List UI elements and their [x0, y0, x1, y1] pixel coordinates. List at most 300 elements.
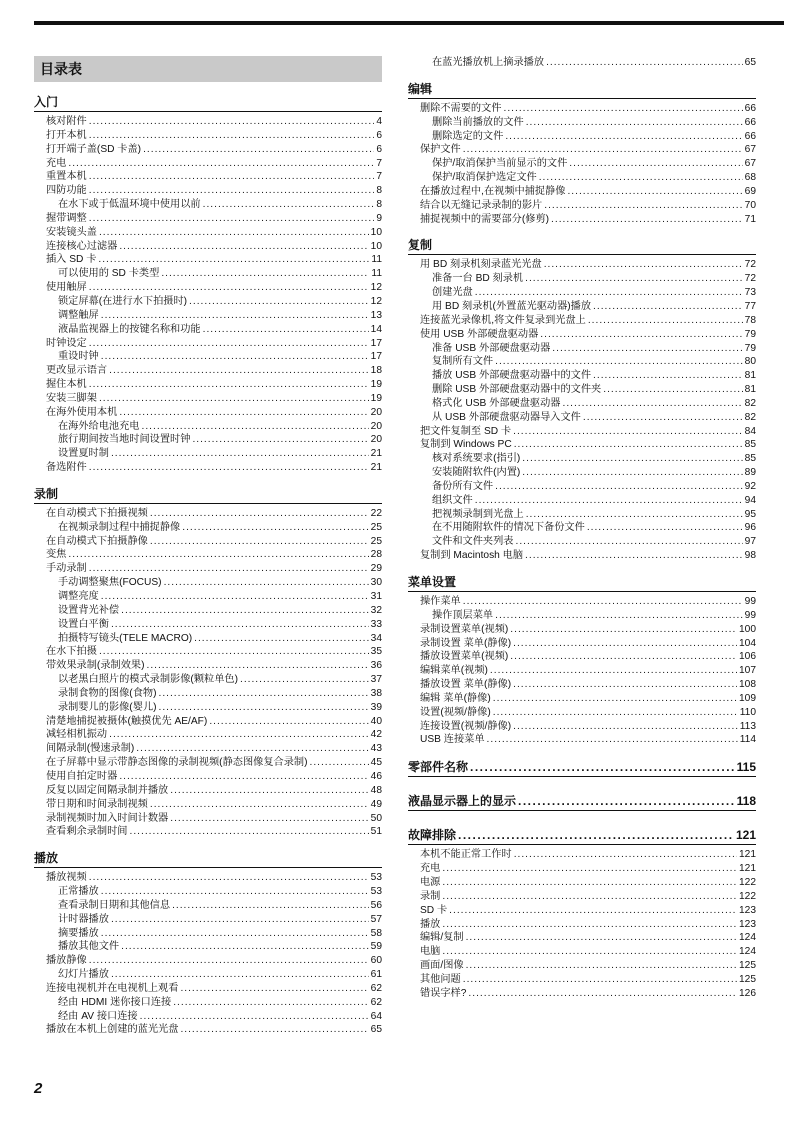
entry-page: 32	[370, 604, 382, 616]
entry-page: 18	[370, 365, 382, 377]
entry-label: 调整亮度	[58, 591, 99, 602]
leader-dots	[150, 798, 369, 812]
entry-page: 31	[370, 591, 382, 602]
toc-entry[interactable]	[408, 890, 756, 904]
entry-page: 33	[370, 618, 382, 630]
toc-entry[interactable]	[34, 618, 382, 632]
entry-page: 125	[739, 960, 756, 972]
entry-page: 39	[370, 701, 382, 713]
leader-dots	[546, 56, 743, 70]
toc-entry[interactable]	[34, 770, 382, 784]
toc-entry[interactable]	[408, 185, 756, 199]
toc-entry[interactable]	[408, 945, 756, 959]
entry-label: 插入 SD 卡	[46, 254, 97, 266]
toc-entry[interactable]	[408, 438, 756, 452]
right-sections	[408, 82, 756, 747]
leader-dots	[150, 507, 369, 521]
leader-dots	[111, 447, 369, 461]
entry-page: 45	[370, 757, 382, 769]
toc-entry[interactable]	[408, 706, 756, 720]
entry-page: 12	[370, 295, 382, 307]
leader-dots	[463, 595, 743, 609]
entry-label: 删除选定的文件	[432, 130, 504, 142]
toc-entry[interactable]	[408, 595, 756, 609]
leader-dots	[540, 328, 742, 342]
entry-label: 液晶显示器上的显示	[408, 794, 517, 809]
toc-entry[interactable]	[408, 102, 756, 116]
leader-dots	[68, 157, 374, 171]
leader-dots	[475, 494, 743, 508]
entry-label: 安装三脚架	[46, 392, 97, 404]
toc-entry[interactable]	[408, 411, 756, 425]
leader-dots	[587, 521, 743, 535]
toc-entry[interactable]	[408, 494, 756, 508]
toc-entry[interactable]	[34, 742, 382, 756]
toc-entry[interactable]	[408, 637, 756, 651]
leader-dots	[495, 609, 743, 623]
leader-dots	[513, 637, 737, 651]
leader-dots	[121, 604, 369, 618]
entry-label: 安装镜头盖	[46, 226, 97, 238]
entry-page: 67	[744, 158, 756, 170]
toc-entry[interactable]	[34, 812, 382, 826]
toc-entry[interactable]	[34, 825, 382, 839]
entry-label: 时钟设定	[46, 337, 87, 349]
toc-entry[interactable]	[408, 692, 756, 706]
section-troubleshooting	[408, 827, 756, 1000]
leader-dots	[510, 650, 737, 664]
entry-label: 变焦	[46, 549, 67, 561]
entry-label: 在水下拍摄	[46, 646, 97, 658]
entry-page: 25	[370, 535, 382, 547]
toc-entry[interactable]	[408, 300, 756, 314]
toc-entry[interactable]	[34, 129, 382, 143]
entry-page: 12	[370, 282, 382, 294]
toc-entry[interactable]	[408, 369, 756, 383]
entry-page: 62	[370, 982, 382, 994]
entry-page: 40	[370, 715, 382, 727]
toc-entry[interactable]	[408, 272, 756, 286]
toc-entry[interactable]	[34, 212, 382, 226]
entry-page: 22	[370, 507, 382, 519]
entry-page: 104	[739, 637, 756, 649]
toc-major-entry-lcd[interactable]	[408, 793, 756, 811]
entry-label: 播放静像	[46, 955, 87, 967]
toc-entry[interactable]	[34, 701, 382, 715]
leader-dots	[513, 425, 743, 439]
toc-entry[interactable]	[408, 973, 756, 987]
left-sections	[34, 95, 382, 1037]
leader-dots	[140, 1010, 369, 1024]
leader-dots	[603, 383, 742, 397]
toc-entry[interactable]	[408, 733, 756, 747]
leader-dots	[180, 1023, 368, 1037]
toc-major-entry-parts[interactable]	[408, 759, 756, 777]
toc-entry[interactable]	[408, 383, 756, 397]
entry-label: 手动调整聚焦(FOCUS)	[58, 577, 162, 589]
toc-entry[interactable]	[34, 406, 382, 420]
toc-entry[interactable]	[408, 56, 756, 70]
leader-dots	[567, 185, 742, 199]
toc-entry[interactable]	[408, 535, 756, 549]
entry-page: 8	[376, 185, 382, 197]
leader-dots	[495, 480, 743, 494]
entry-page: 20	[370, 434, 382, 446]
entry-page: 96	[744, 522, 756, 534]
toc-entry[interactable]	[408, 549, 756, 563]
leader-dots	[109, 728, 369, 742]
entry-label: 把视频录制到光盘上	[432, 508, 524, 520]
entry-page: 13	[370, 309, 382, 321]
toc-entry[interactable]	[408, 314, 756, 328]
entry-label: 在视频录制过程中捕捉静像	[58, 521, 181, 533]
entry-page: 8	[376, 199, 382, 211]
toc-entry[interactable]	[408, 987, 756, 1001]
toc-entry[interactable]	[34, 728, 382, 742]
leader-dots	[526, 508, 743, 522]
entry-label: 保护/取消保护当前显示的文件	[432, 158, 568, 170]
toc-section	[408, 238, 756, 563]
toc-entry[interactable]	[34, 968, 382, 982]
entry-page: 85	[744, 439, 756, 451]
toc-entry[interactable]	[34, 507, 382, 521]
toc-entry[interactable]	[408, 342, 756, 356]
toc-entry[interactable]	[408, 862, 756, 876]
section-heading: 入门	[34, 95, 382, 112]
toc-entry[interactable]	[34, 715, 382, 729]
entry-label: 反复以固定间隔录制并播放	[46, 784, 169, 796]
entry-page: 29	[370, 563, 382, 575]
leader-dots	[525, 272, 743, 286]
toc-entry[interactable]	[34, 309, 382, 323]
toc-entry[interactable]	[34, 632, 382, 646]
toc-entry[interactable]	[34, 673, 382, 687]
toc-entry[interactable]	[408, 466, 756, 480]
entry-page: 106	[739, 651, 756, 663]
entry-label: 播放视频	[46, 872, 87, 884]
entry-label: 播放其他文件	[58, 941, 120, 953]
leader-dots	[513, 720, 738, 734]
leader-dots	[468, 987, 737, 1001]
toc-entry[interactable]	[408, 258, 756, 272]
leader-dots	[111, 968, 369, 982]
toc-entry[interactable]	[34, 198, 382, 212]
toc-entry[interactable]	[34, 899, 382, 913]
leader-dots	[161, 267, 369, 281]
entry-page: 124	[739, 932, 756, 944]
toc-right-column	[408, 56, 756, 1001]
toc-entry[interactable]	[408, 904, 756, 918]
toc-entry[interactable]	[34, 562, 382, 576]
leader-dots	[143, 143, 374, 157]
toc-entry[interactable]	[34, 253, 382, 267]
entry-page: 79	[744, 342, 756, 354]
toc-entry[interactable]	[34, 756, 382, 770]
toc-entry[interactable]	[34, 461, 382, 475]
toc-entry[interactable]	[408, 609, 756, 623]
entry-label: USB 连接菜单	[420, 734, 485, 746]
toc-entry[interactable]	[34, 115, 382, 129]
toc-title: 目录表	[34, 56, 382, 82]
toc-entry[interactable]	[408, 452, 756, 466]
entry-label: 带效果录制(录制效果)	[46, 660, 145, 672]
toc-entry[interactable]	[408, 876, 756, 890]
toc-entry[interactable]	[408, 157, 756, 171]
toc-entry[interactable]	[34, 184, 382, 198]
toc-entry[interactable]	[408, 213, 756, 227]
entry-label: 把文件复制至 SD 卡	[420, 425, 512, 437]
entry-page: 58	[370, 927, 382, 939]
toc-entry[interactable]	[408, 508, 756, 522]
toc-entry[interactable]	[34, 927, 382, 941]
toc-entry[interactable]	[408, 959, 756, 973]
entry-label: 在海外给电池充电	[58, 420, 140, 432]
entry-label: 带日期和时间录制视频	[46, 798, 148, 810]
entry-page: 64	[370, 1010, 382, 1022]
entry-label: 更改显示语言	[46, 365, 108, 377]
toc-entry[interactable]	[408, 171, 756, 185]
toc-entry[interactable]	[34, 521, 382, 535]
leader-dots	[89, 378, 369, 392]
toc-entry[interactable]	[34, 687, 382, 701]
leader-dots	[551, 213, 743, 227]
entry-label: 安装随附软件(内置)	[432, 467, 521, 479]
toc-entry[interactable]	[34, 784, 382, 798]
entry-label: 重设时钟	[58, 351, 99, 363]
leader-dots	[442, 945, 737, 959]
leader-dots	[158, 701, 368, 715]
toc-entry[interactable]	[408, 650, 756, 664]
toc-entry[interactable]	[34, 170, 382, 184]
toc-entry[interactable]	[34, 378, 382, 392]
entry-label: 电脑	[420, 946, 441, 958]
toc-entry[interactable]	[408, 143, 756, 157]
toc-entry[interactable]	[34, 281, 382, 295]
entry-label: 错误字样?	[420, 987, 467, 999]
toc-entry[interactable]	[408, 521, 756, 535]
entry-page: 123	[739, 904, 756, 916]
trouble-entries	[408, 848, 756, 1000]
leader-dots	[463, 973, 737, 987]
entry-page: 65	[370, 1024, 382, 1036]
entry-label: 在海外使用本机	[46, 406, 118, 418]
leader-dots	[544, 258, 743, 272]
entry-page: 82	[744, 411, 756, 423]
entry-label: 幻灯片播放	[58, 969, 109, 981]
leader-dots	[504, 102, 743, 116]
entry-page: 78	[744, 314, 756, 326]
entry-page: 9	[376, 212, 382, 224]
toc-entry[interactable]	[34, 143, 382, 157]
entry-label: 减轻相机振动	[46, 729, 108, 741]
toc-entry[interactable]	[34, 548, 382, 562]
section-heading: 播放	[34, 851, 382, 868]
toc-entry[interactable]	[34, 323, 382, 337]
leader-dots	[89, 954, 369, 968]
toc-entry[interactable]	[408, 425, 756, 439]
leader-dots	[99, 392, 369, 406]
toc-entry[interactable]	[408, 664, 756, 678]
entry-label: 复制所有文件	[432, 356, 494, 368]
entry-page: 14	[370, 323, 382, 335]
leader-dots	[209, 715, 368, 729]
entry-label: 连接蓝光录像机,将文件复录到光盘上	[420, 314, 586, 326]
toc-entry[interactable]	[408, 678, 756, 692]
toc-entry[interactable]	[34, 954, 382, 968]
leader-dots	[495, 355, 743, 369]
entry-label: 连接电视机并在电视机上观看	[46, 982, 179, 994]
entry-label: 可以使用的 SD 卡类型	[58, 268, 160, 280]
entry-page: 81	[744, 384, 756, 396]
toc-entry[interactable]	[408, 199, 756, 213]
leader-dots	[203, 323, 369, 337]
toc-entry[interactable]	[34, 350, 382, 364]
entry-label: 操作顶层菜单	[432, 609, 494, 621]
toc-entry[interactable]	[34, 447, 382, 461]
toc-entry[interactable]	[34, 392, 382, 406]
toc-entry[interactable]	[34, 433, 382, 447]
toc-entry[interactable]	[34, 420, 382, 434]
entry-label: 在不用随附软件的情况下备份文件	[432, 522, 585, 534]
entry-label: 查看录制日期和其他信息	[58, 899, 171, 911]
toc-entry[interactable]	[408, 116, 756, 130]
leader-dots	[89, 170, 375, 184]
entry-label: 保护文件	[420, 144, 461, 156]
toc-entry[interactable]	[34, 157, 382, 171]
toc-entry[interactable]	[408, 328, 756, 342]
entry-page: 53	[370, 872, 382, 884]
entry-page: 121	[739, 863, 756, 875]
entry-label: 握带调整	[46, 212, 87, 224]
section-heading: 菜单设置	[408, 575, 756, 592]
entry-label: SD 卡	[420, 904, 448, 916]
toc-entry[interactable]	[408, 848, 756, 862]
toc-entry[interactable]	[34, 940, 382, 954]
entry-page: 123	[739, 918, 756, 930]
entry-page: 121	[735, 828, 756, 843]
toc-entry[interactable]	[34, 885, 382, 899]
toc-entry[interactable]	[34, 871, 382, 885]
leader-dots	[164, 576, 369, 590]
toc-entry[interactable]	[408, 931, 756, 945]
leader-dots	[463, 143, 743, 157]
leader-dots	[544, 199, 742, 213]
entry-page: 82	[744, 397, 756, 409]
entry-page: 98	[744, 550, 756, 562]
entry-page: 84	[744, 425, 756, 437]
entry-page: 51	[370, 826, 382, 838]
leader-dots	[189, 295, 369, 309]
entry-page: 6	[376, 143, 382, 155]
toc-entry[interactable]	[408, 623, 756, 637]
entry-page: 34	[370, 632, 382, 644]
toc-entry[interactable]	[34, 1010, 382, 1024]
toc-entry[interactable]	[408, 130, 756, 144]
toc-entry[interactable]	[408, 286, 756, 300]
entry-label: 重置本机	[46, 171, 87, 183]
leader-dots	[493, 706, 738, 720]
entry-label: 正常播放	[58, 886, 99, 898]
entry-page: 99	[744, 596, 756, 607]
entry-page: 94	[744, 494, 756, 506]
leader-dots	[89, 337, 369, 351]
entry-page: 115	[736, 760, 756, 775]
toc-entry[interactable]	[34, 240, 382, 254]
toc-entry[interactable]	[34, 996, 382, 1010]
toc-entry[interactable]	[34, 913, 382, 927]
toc-entry[interactable]	[34, 645, 382, 659]
leader-dots	[121, 940, 369, 954]
toc-entry[interactable]	[34, 576, 382, 590]
leader-dots	[522, 466, 742, 480]
entry-page: 6	[376, 129, 382, 141]
leader-dots	[89, 562, 369, 576]
entry-label: 录制设置 菜单(静像)	[420, 637, 512, 649]
continued-entries	[408, 56, 756, 70]
toc-entry[interactable]	[34, 798, 382, 812]
entry-label: 删除不需要的文件	[420, 102, 502, 114]
leader-dots	[442, 876, 737, 890]
leader-dots	[101, 590, 369, 604]
toc-entry[interactable]	[408, 355, 756, 369]
toc-entry[interactable]	[34, 337, 382, 351]
leader-dots	[89, 871, 369, 885]
toc-entry[interactable]	[408, 397, 756, 411]
toc-major-entry-trouble[interactable]	[408, 827, 756, 845]
entry-label: 在子屏幕中显示带静态图像的录制视频(静态图像复合录制)	[46, 757, 308, 769]
entry-label: 使用 USB 外部硬盘驱动器	[420, 328, 539, 340]
toc-entry[interactable]	[408, 918, 756, 932]
toc-entry[interactable]	[34, 295, 382, 309]
entry-label: 以老黑白照片的模式录制影像(颗粒单色)	[58, 674, 238, 686]
leader-dots	[89, 115, 375, 129]
toc-entry[interactable]	[34, 267, 382, 281]
toc-entry[interactable]	[34, 1023, 382, 1037]
toc-entry[interactable]	[34, 659, 382, 673]
entry-page: 67	[744, 144, 756, 156]
entry-label: 编辑/复制	[420, 932, 464, 944]
toc-entry[interactable]	[408, 480, 756, 494]
entry-label: 编辑 菜单(静像)	[420, 692, 491, 704]
entry-page: 30	[370, 577, 382, 589]
entry-label: 经由 HDMI 迷你接口连接	[58, 996, 172, 1008]
toc-entry[interactable]	[34, 604, 382, 618]
leader-dots	[475, 286, 743, 300]
entry-page: 97	[744, 536, 756, 548]
entry-label: 组织文件	[432, 494, 473, 506]
entry-page: 46	[370, 770, 382, 782]
entry-page: 109	[739, 692, 756, 704]
entry-label: 清楚地捕捉被摄体(触摸优先 AE/AF)	[46, 715, 208, 727]
entry-label: 故障排除	[408, 828, 457, 843]
entry-page: 72	[744, 259, 756, 271]
toc-entry[interactable]	[34, 982, 382, 996]
toc-entry[interactable]	[34, 364, 382, 378]
entry-page: 65	[744, 57, 756, 68]
toc-entry[interactable]	[408, 720, 756, 734]
entry-page: 37	[370, 674, 382, 686]
toc-entry[interactable]	[34, 226, 382, 240]
entry-label: 录制视频时加入时间计数器	[46, 812, 169, 824]
toc-entry[interactable]	[34, 535, 382, 549]
entry-page: 68	[744, 172, 756, 184]
entry-page: 4	[376, 116, 382, 127]
entry-label: 创建光盘	[432, 287, 473, 299]
entry-label: 备份所有文件	[432, 480, 494, 492]
entry-label: 零部件名称	[408, 760, 469, 775]
toc-entry[interactable]	[34, 590, 382, 604]
leader-dots	[68, 548, 368, 562]
